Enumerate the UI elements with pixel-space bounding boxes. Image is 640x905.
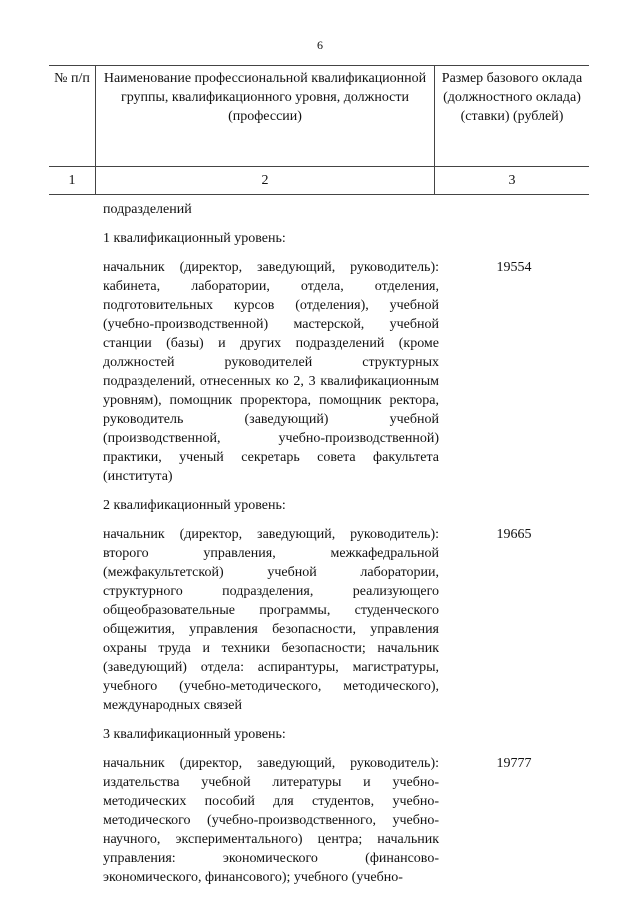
header-row [49, 66, 589, 167]
header-table [49, 65, 589, 195]
header-number-column: № п/п [49, 66, 96, 167]
list-item [103, 754, 589, 887]
list-item [103, 258, 589, 486]
level-title: 1 квалификационный уровень: [103, 231, 286, 246]
salary-value: 19554 [496, 260, 532, 275]
page-number: 6 [317, 38, 323, 52]
position-description: начальник (директор, заведующий, руководитель): издательства учебной литературы и учебно-методических пособий для студентов, учебно-методического (учебно-производственного, учебно-научного, экспериментального) центра; начальник управления: экономического (финансово-экономического, финансового); учебного (учебно- [103, 756, 439, 885]
salary-value: 19665 [496, 527, 532, 542]
position-description: начальник (директор, заведующий, руководитель): кабинета, лаборатории, отдела, отделения, подготовительных курсов (отделения), учебной (учебно-производственной) мастерской, учебной станции (базы) и других подразделений (кроме должностей руководителей структурных подразделений, отнесенных ко 2, 3 квалификационным уровням), помощник проректора, помощник ректора, руководитель (заведующий) учебной (производственной, учебно-производственной) практики, ученый секретарь совета факультета (института) [103, 260, 439, 484]
column-number-3: 3 [435, 166, 590, 194]
position-description: начальник (директор, заведующий, руководитель): второго управления, межкафедральной (межфакультетской) учебной лаборатории, структурного подразделения, реализующего общеобразовательные программы, студенческого общежития, управления безопасности, управления охраны труда и техники безопасности; начальник (заведующий) отдела: аспирантуры, магистратуры, учебного (учебно-методического, методического), международных связей [103, 527, 439, 713]
level-title: 2 квалификационный уровень: [103, 498, 286, 513]
column-number-1: 1 [49, 166, 96, 194]
header-name-column: Наименование профессиональной квалификационной группы, квалификационного уровня, должности (профессии) [96, 66, 435, 167]
column-numbers-row [49, 166, 589, 194]
list-item [103, 525, 589, 715]
column-number-2: 2 [96, 166, 435, 194]
table-body [103, 200, 589, 897]
salary-value: 19777 [496, 756, 532, 771]
header-salary-column: Размер базового оклада (должностного оклада) (ставки) (рублей) [435, 66, 590, 167]
continuation-text: подразделений [103, 202, 192, 217]
level-title: 3 квалификационный уровень: [103, 727, 286, 742]
